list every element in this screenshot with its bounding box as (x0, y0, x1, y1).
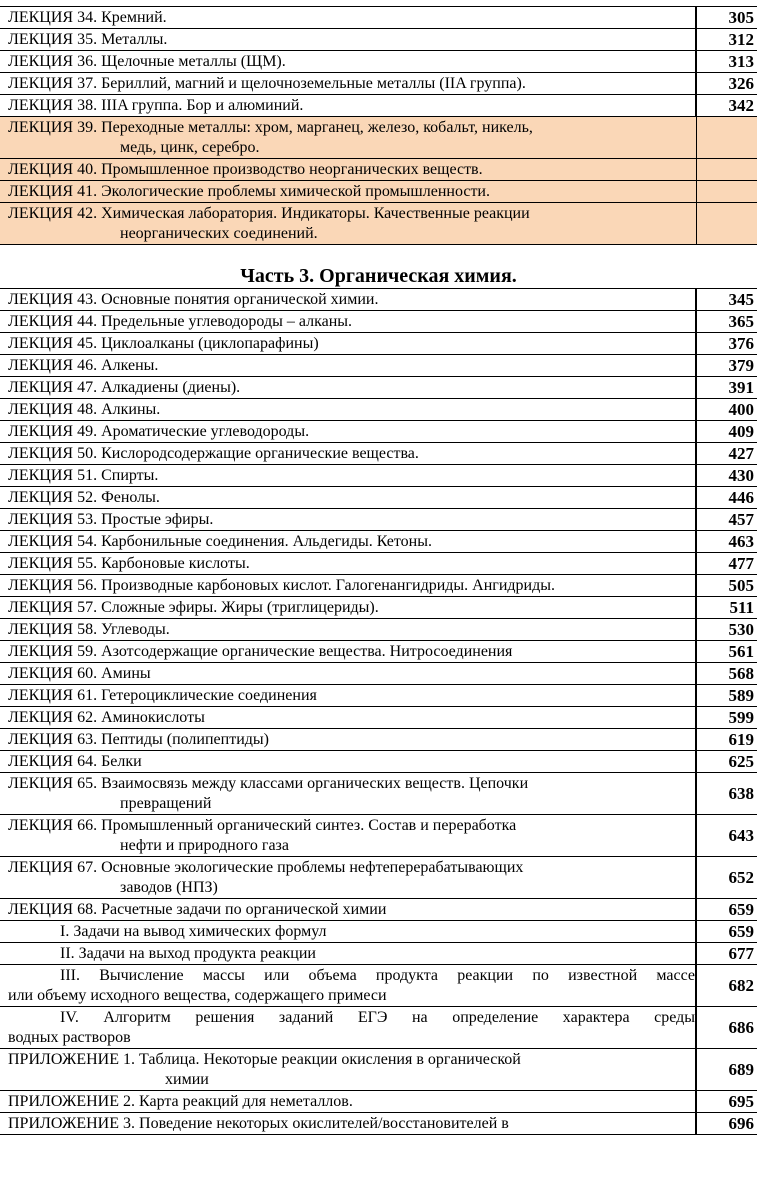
toc-entry-line: ПРИЛОЖЕНИЕ 1. Таблица. Некоторые реакции окисления в органической (8, 1050, 521, 1068)
toc-row (0, 1007, 757, 1049)
toc-entry-title (0, 619, 696, 641)
toc-entry-title (0, 29, 696, 51)
toc-row (0, 943, 757, 965)
toc-row (0, 685, 757, 707)
toc-row (0, 857, 757, 899)
toc-entry-line: ЛЕКЦИЯ 57. Сложные эфиры. Жиры (триглицериды). (8, 598, 379, 616)
toc-page-number: 427 (696, 443, 757, 465)
toc-row (0, 333, 757, 355)
toc-entry-title (0, 1049, 696, 1091)
toc-entry-line: ЛЕКЦИЯ 38. IIIA группа. Бор и алюминий. (8, 96, 304, 114)
toc-entry-line: или объему исходного вещества, содержащего примеси (8, 986, 387, 1004)
toc-entry-line: ЛЕКЦИЯ 63. Пептиды (полипептиды) (8, 730, 269, 748)
toc-entry-title (0, 7, 696, 29)
toc-page-number: 686 (696, 1007, 757, 1049)
toc-page-number: 568 (696, 663, 757, 685)
toc-entry-line: превращений (120, 794, 212, 812)
toc-entry-line: заводов (НПЗ) (120, 878, 218, 896)
toc-page-number: 589 (696, 685, 757, 707)
toc-entry-line: ЛЕКЦИЯ 34. Кремний. (8, 8, 167, 26)
toc-entry-title (0, 159, 696, 181)
toc-entry-line: ЛЕКЦИЯ 47. Алкадиены (диены). (8, 378, 241, 396)
toc-row (0, 899, 757, 921)
toc-entry-title (0, 707, 696, 729)
toc-page-number: 477 (696, 553, 757, 575)
toc-entry-title (0, 641, 696, 663)
toc-page-number: 677 (696, 943, 757, 965)
toc-entry-line: ЛЕКЦИЯ 52. Фенолы. (8, 488, 160, 506)
toc-row (0, 575, 757, 597)
toc-entry-title (0, 553, 696, 575)
toc-page-number: 457 (696, 509, 757, 531)
toc-entry-line: ЛЕКЦИЯ 58. Углеводы. (8, 620, 170, 638)
toc-entry-line: ЛЕКЦИЯ 35. Металлы. (8, 30, 168, 48)
toc-entry-title (0, 311, 696, 333)
toc-row (0, 619, 757, 641)
toc-entry-title (0, 333, 696, 355)
toc-row (0, 1091, 757, 1113)
toc-row (0, 597, 757, 619)
toc-entry-line: ЛЕКЦИЯ 46. Алкены. (8, 356, 159, 374)
toc-row (0, 487, 757, 509)
toc-row (0, 663, 757, 685)
toc-entry-title (0, 117, 696, 159)
toc-entry-line: ЛЕКЦИЯ 61. Гетероциклические соединения (8, 686, 317, 704)
toc-entry-title (0, 597, 696, 619)
toc-entry-title (0, 377, 696, 399)
toc-row (0, 815, 757, 857)
toc-entry-line: нефти и природного газа (120, 836, 289, 854)
toc-entry-title (0, 421, 696, 443)
toc-entry-title (0, 899, 696, 921)
toc-row (0, 421, 757, 443)
toc-page-number: 659 (696, 899, 757, 921)
toc-entry-line: медь, цинк, серебро. (120, 138, 260, 156)
toc-entry-line: ЛЕКЦИЯ 49. Ароматические углеводороды. (8, 422, 310, 440)
toc-entry-line: ЛЕКЦИЯ 68. Расчетные задачи по органической химии (8, 900, 387, 918)
toc-entry-title (0, 729, 696, 751)
toc-row (0, 1049, 757, 1091)
toc-row (0, 1113, 757, 1135)
toc-entry-line: ЛЕКЦИЯ 56. Производные карбоновых кислот. Галогенангидриды. Ангидриды. (8, 576, 556, 594)
toc-page-number: 446 (696, 487, 757, 509)
toc-entry-title (0, 95, 696, 117)
toc-entry-line: ЛЕКЦИЯ 62. Аминокислоты (8, 708, 205, 726)
toc-entry-title (0, 355, 696, 377)
toc-page-number: 511 (696, 597, 757, 619)
toc-entry-title (0, 685, 696, 707)
toc-entry-line: IV. Алгоритм решения заданий ЕГЭ на определение характера среды (60, 1008, 695, 1026)
toc-entry-title (0, 943, 696, 965)
toc-entry-title (0, 921, 696, 943)
toc-entry-title (0, 773, 696, 815)
toc-entry-title (0, 487, 696, 509)
toc-row (0, 465, 757, 487)
toc-row (0, 181, 757, 203)
toc-page-number: 305 (696, 7, 757, 29)
toc-entry-line: ЛЕКЦИЯ 36. Щелочные металлы (ЩМ). (8, 52, 286, 70)
toc-row (0, 355, 757, 377)
toc-entry-line: ЛЕКЦИЯ 54. Карбонильные соединения. Альдегиды. Кетоны. (8, 532, 432, 550)
toc-row (0, 29, 757, 51)
toc-row (0, 399, 757, 421)
toc-page-number: 659 (696, 921, 757, 943)
toc-entry-line: ЛЕКЦИЯ 48. Алкины. (8, 400, 161, 418)
toc-page-number: 505 (696, 575, 757, 597)
toc-entry-title (0, 465, 696, 487)
toc-page-number: 652 (696, 857, 757, 899)
toc-entry-line: ЛЕКЦИЯ 39. Переходные металлы: хром, марганец, железо, кобальт, никель, (8, 118, 533, 136)
toc-page-number: 643 (696, 815, 757, 857)
toc-page-number: 561 (696, 641, 757, 663)
toc-entry-line: I. Задачи на вывод химических формул (60, 922, 327, 940)
toc-table-part2 (0, 6, 757, 245)
toc-entry-line: ЛЕКЦИЯ 53. Простые эфиры. (8, 510, 214, 528)
toc-row (0, 73, 757, 95)
toc-entry-title (0, 531, 696, 553)
toc-row (0, 729, 757, 751)
toc-row (0, 159, 757, 181)
toc-entry-line: ЛЕКЦИЯ 41. Экологические проблемы химической промышленности. (8, 182, 490, 200)
toc-entry-line: ЛЕКЦИЯ 59. Азотсодержащие органические вещества. Нитросоединения (8, 642, 513, 660)
toc-row (0, 443, 757, 465)
toc-row (0, 51, 757, 73)
toc-entry-line: ПРИЛОЖЕНИЕ 3. Поведение некоторых окислителей/восстановителей в (8, 1114, 509, 1132)
toc-page-number: 312 (696, 29, 757, 51)
toc-entry-title (0, 857, 696, 899)
toc-entry-title (0, 443, 696, 465)
toc-row (0, 553, 757, 575)
toc-page-number: 391 (696, 377, 757, 399)
toc-entry-line: ЛЕКЦИЯ 60. Амины (8, 664, 151, 682)
toc-page-number: 326 (696, 73, 757, 95)
toc-entry-line: ЛЕКЦИЯ 64. Белки (8, 752, 142, 770)
toc-page-number (696, 181, 757, 203)
toc-entry-title (0, 509, 696, 531)
toc-page-number: 682 (696, 965, 757, 1007)
toc-entry-title (0, 965, 696, 1007)
toc-row (0, 203, 757, 245)
toc-entry-line: химии (165, 1070, 209, 1088)
toc-entry-title (0, 73, 696, 95)
section-title: Часть 3. Органическая химия. (240, 265, 517, 287)
toc-entry-line: ЛЕКЦИЯ 44. Предельные углеводороды – алканы. (8, 312, 353, 330)
toc-entry-title (0, 751, 696, 773)
toc-page-number: 625 (696, 751, 757, 773)
toc-page-number: 463 (696, 531, 757, 553)
toc-page-number: 619 (696, 729, 757, 751)
toc-entry-line: ЛЕКЦИЯ 50. Кислородсодержащие органические вещества. (8, 444, 419, 462)
toc-row (0, 751, 757, 773)
toc-row (0, 377, 757, 399)
toc-page-number: 345 (696, 289, 757, 311)
toc-table-part3 (0, 288, 757, 1135)
toc-entry-line: водных растворов (8, 1028, 131, 1046)
toc-page-number: 409 (696, 421, 757, 443)
toc-entry-title (0, 1113, 696, 1135)
toc-entry-line: ЛЕКЦИЯ 37. Бериллий, магний и щелочноземельные металлы (IIA группа). (8, 74, 526, 92)
toc-page-number (696, 159, 757, 181)
toc-entry-line: ЛЕКЦИЯ 65. Взаимосвязь между классами органических веществ. Цепочки (8, 774, 529, 792)
toc-page-number: 376 (696, 333, 757, 355)
toc-row (0, 311, 757, 333)
toc-page-number: 638 (696, 773, 757, 815)
toc-entry-line: III. Вычисление массы или объема продукта реакции по известной массе (60, 966, 695, 984)
toc-page-number: 342 (696, 95, 757, 117)
toc-entry-title (0, 203, 696, 245)
toc-entry-title (0, 815, 696, 857)
toc-row (0, 773, 757, 815)
toc-page-number: 599 (696, 707, 757, 729)
toc-row (0, 707, 757, 729)
toc-entry-line: неорганических соединений. (120, 224, 318, 242)
toc-page-number: 400 (696, 399, 757, 421)
toc-page-number: 313 (696, 51, 757, 73)
toc-row (0, 641, 757, 663)
toc-entry-title (0, 289, 696, 311)
toc-entry-line: ЛЕКЦИЯ 51. Спирты. (8, 466, 159, 484)
toc-row (0, 117, 757, 159)
toc-entry-line: II. Задачи на выход продукта реакции (60, 944, 316, 962)
toc-entry-line: ЛЕКЦИЯ 66. Промышленный органический синтез. Состав и переработка (8, 816, 517, 834)
toc-entry-line: ЛЕКЦИЯ 43. Основные понятия органической химии. (8, 290, 379, 308)
toc-entry-line: ЛЕКЦИЯ 55. Карбоновые кислоты. (8, 554, 250, 572)
toc-row (0, 509, 757, 531)
toc-entry-line: ЛЕКЦИЯ 67. Основные экологические проблемы нефтеперерабатывающих (8, 858, 524, 876)
toc-entry-title (0, 51, 696, 73)
toc-page-number: 365 (696, 311, 757, 333)
toc-page-number: 430 (696, 465, 757, 487)
toc-page-number: 695 (696, 1091, 757, 1113)
toc-entry-title (0, 575, 696, 597)
toc-page-number: 379 (696, 355, 757, 377)
toc-entry-line: ЛЕКЦИЯ 42. Химическая лаборатория. Индикаторы. Качественные реакции (8, 204, 530, 222)
toc-page-number (696, 117, 757, 159)
toc-entry-title (0, 1091, 696, 1113)
toc-entry-title (0, 663, 696, 685)
toc-page-number (696, 203, 757, 245)
toc-entry-title (0, 181, 696, 203)
toc-entry-line: ПРИЛОЖЕНИЕ 2. Карта реакций для неметаллов. (8, 1092, 353, 1110)
toc-entry-line: ЛЕКЦИЯ 45. Циклоалканы (циклопарафины) (8, 334, 319, 352)
toc-row (0, 921, 757, 943)
toc-row (0, 7, 757, 29)
toc-entry-title (0, 1007, 696, 1049)
toc-page-number: 689 (696, 1049, 757, 1091)
toc-row (0, 531, 757, 553)
toc-page-number: 530 (696, 619, 757, 641)
toc-entry-line: ЛЕКЦИЯ 40. Промышленное производство неорганических веществ. (8, 160, 483, 178)
toc-row (0, 289, 757, 311)
toc-entry-title (0, 399, 696, 421)
toc-row (0, 95, 757, 117)
toc-row (0, 965, 757, 1007)
toc-page-number: 696 (696, 1113, 757, 1135)
